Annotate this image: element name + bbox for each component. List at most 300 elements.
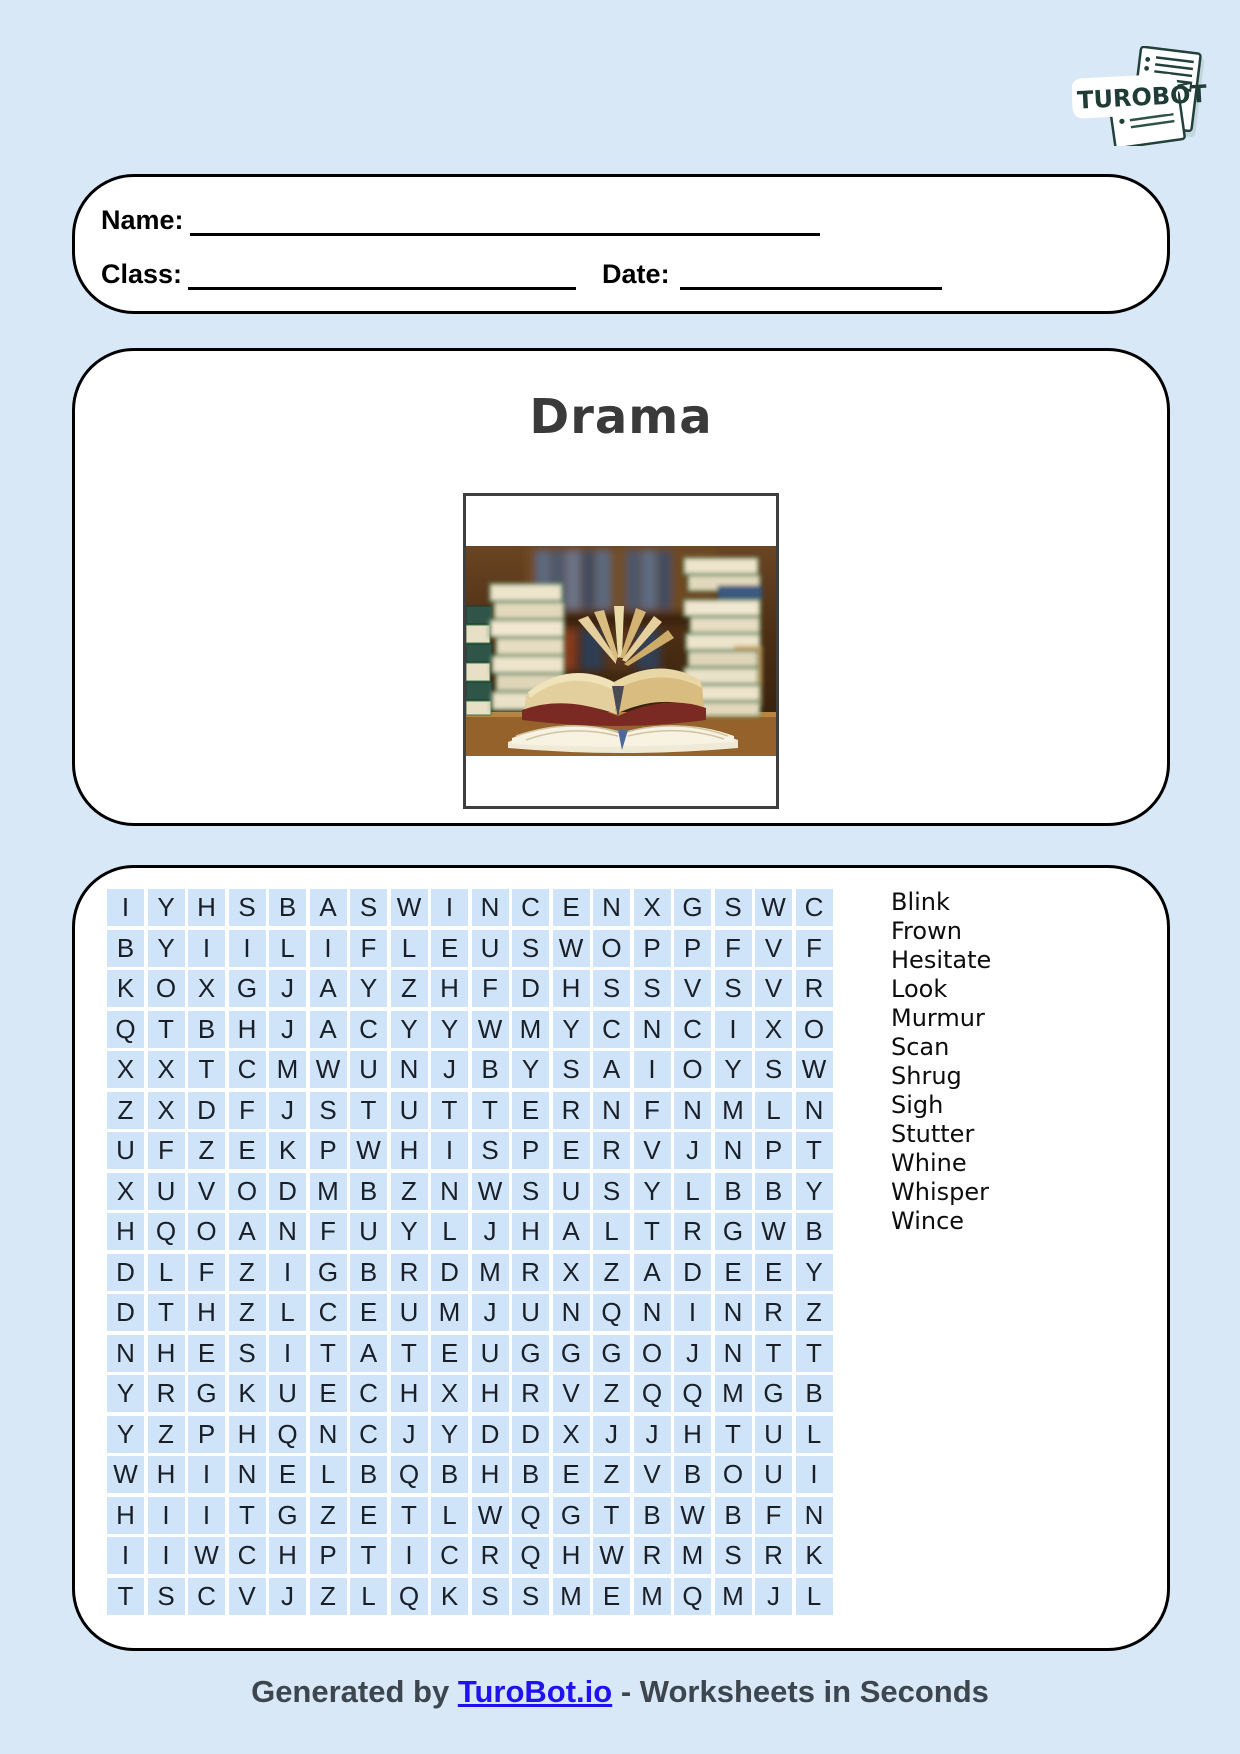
grid-cell: G: [593, 1335, 630, 1372]
date-input-line[interactable]: [680, 261, 942, 290]
class-label: Class:: [101, 259, 183, 289]
grid-cell: S: [148, 1578, 185, 1615]
grid-cell: N: [634, 1294, 671, 1331]
grid-cell: O: [674, 1051, 711, 1088]
grid-cell: B: [350, 1173, 387, 1210]
grid-cell: L: [391, 930, 428, 967]
grid-cell: K: [796, 1537, 833, 1574]
grid-cell: U: [755, 1456, 792, 1493]
grid-cell: I: [715, 1011, 752, 1048]
grid-cell: N: [634, 1011, 671, 1048]
grid-cell: B: [350, 1456, 387, 1493]
grid-cell: V: [188, 1173, 225, 1210]
grid-cell: A: [350, 1335, 387, 1372]
grid-cell: S: [350, 889, 387, 926]
grid-cell: R: [634, 1537, 671, 1574]
grid-cell: T: [350, 1537, 387, 1574]
grid-cell: X: [148, 1051, 185, 1088]
grid-cell: N: [269, 1213, 306, 1250]
grid-cell: R: [472, 1537, 509, 1574]
footer-suffix: - Worksheets in Seconds: [612, 1674, 989, 1709]
grid-cell: N: [715, 1335, 752, 1372]
grid-cell: J: [755, 1578, 792, 1615]
grid-cell: Z: [107, 1092, 144, 1129]
grid-cell: E: [755, 1254, 792, 1291]
grid-cell: A: [593, 1051, 630, 1088]
grid-cell: Z: [148, 1416, 185, 1453]
grid-cell: Q: [634, 1375, 671, 1412]
grid-cell: G: [715, 1213, 752, 1250]
grid-cell: U: [269, 1375, 306, 1412]
grid-cell: L: [269, 1294, 306, 1331]
grid-cell: X: [107, 1051, 144, 1088]
grid-cell: W: [472, 1497, 509, 1534]
grid-cell: F: [796, 930, 833, 967]
grid-cell: O: [796, 1011, 833, 1048]
footer-prefix: Generated by: [251, 1674, 458, 1709]
grid-cell: D: [431, 1254, 468, 1291]
grid-cell: N: [391, 1051, 428, 1088]
grid-cell: C: [188, 1578, 225, 1615]
grid-cell: H: [229, 1416, 266, 1453]
grid-cell: G: [310, 1254, 347, 1291]
grid-cell: F: [715, 930, 752, 967]
grid-cell: Z: [593, 1456, 630, 1493]
grid-cell: L: [350, 1578, 387, 1615]
grid-cell: W: [391, 889, 428, 926]
turobot-logo: [1072, 46, 1210, 146]
grid-cell: E: [188, 1335, 225, 1372]
grid-cell: T: [350, 1092, 387, 1129]
grid-cell: T: [796, 1132, 833, 1169]
grid-cell: E: [350, 1294, 387, 1331]
grid-cell: F: [148, 1132, 185, 1169]
grid-cell: X: [553, 1416, 590, 1453]
grid-cell: L: [431, 1213, 468, 1250]
grid-cell: W: [107, 1456, 144, 1493]
grid-cell: C: [593, 1011, 630, 1048]
grid-cell: N: [796, 1092, 833, 1129]
grid-cell: Y: [107, 1416, 144, 1453]
grid-cell: C: [431, 1537, 468, 1574]
grid-cell: H: [472, 1456, 509, 1493]
grid-cell: I: [431, 889, 468, 926]
grid-cell: C: [674, 1011, 711, 1048]
grid-cell: E: [553, 889, 590, 926]
grid-cell: B: [350, 1254, 387, 1291]
word-list-item: Stutter: [891, 1120, 975, 1148]
grid-cell: Y: [391, 1011, 428, 1048]
grid-cell: E: [553, 1132, 590, 1169]
grid-cell: B: [796, 1375, 833, 1412]
grid-cell: W: [755, 889, 792, 926]
grid-cell: E: [431, 930, 468, 967]
grid-cell: I: [229, 930, 266, 967]
grid-cell: W: [553, 930, 590, 967]
footer: [0, 1674, 1240, 1710]
word-list-item: Frown: [891, 917, 962, 945]
grid-cell: M: [310, 1173, 347, 1210]
grid-cell: Q: [107, 1011, 144, 1048]
grid-cell: E: [553, 1456, 590, 1493]
grid-cell: S: [715, 970, 752, 1007]
grid-cell: B: [512, 1456, 549, 1493]
grid-cell: H: [269, 1537, 306, 1574]
grid-cell: M: [472, 1254, 509, 1291]
puzzle-image-frame: [463, 493, 779, 809]
grid-cell: T: [391, 1497, 428, 1534]
grid-cell: M: [715, 1092, 752, 1129]
grid-cell: W: [310, 1051, 347, 1088]
grid-cell: A: [310, 889, 347, 926]
grid-cell: J: [634, 1416, 671, 1453]
grid-cell: O: [229, 1173, 266, 1210]
grid-cell: D: [107, 1294, 144, 1331]
grid-cell: V: [553, 1375, 590, 1412]
grid-cell: S: [229, 889, 266, 926]
grid-cell: S: [472, 1132, 509, 1169]
grid-cell: X: [148, 1092, 185, 1129]
worksheet-pages-icon: [1072, 46, 1210, 146]
grid-cell: O: [593, 930, 630, 967]
date-label: Date:: [602, 259, 670, 289]
grid-cell: Y: [148, 930, 185, 967]
grid-cell: P: [512, 1132, 549, 1169]
grid-cell: N: [674, 1092, 711, 1129]
grid-cell: W: [796, 1051, 833, 1088]
grid-cell: I: [796, 1456, 833, 1493]
grid-cell: J: [593, 1416, 630, 1453]
grid-cell: S: [512, 1173, 549, 1210]
word-list-item: Scan: [891, 1033, 950, 1061]
grid-cell: Y: [431, 1011, 468, 1048]
name-input-line[interactable]: [190, 207, 820, 236]
grid-cell: M: [269, 1051, 306, 1088]
grid-cell: F: [634, 1092, 671, 1129]
grid-cell: Q: [269, 1416, 306, 1453]
grid-cell: H: [188, 1294, 225, 1331]
grid-cell: O: [148, 970, 185, 1007]
word-list-item: Shrug: [891, 1062, 962, 1090]
grid-cell: S: [472, 1578, 509, 1615]
grid-cell: A: [310, 970, 347, 1007]
grid-cell: S: [755, 1051, 792, 1088]
grid-cell: G: [755, 1375, 792, 1412]
class-input-line[interactable]: [188, 261, 576, 290]
grid-cell: E: [350, 1497, 387, 1534]
grid-cell: J: [269, 1011, 306, 1048]
grid-cell: U: [391, 1092, 428, 1129]
grid-cell: A: [310, 1011, 347, 1048]
student-info-card: [72, 174, 1170, 314]
grid-cell: K: [431, 1578, 468, 1615]
grid-cell: T: [715, 1416, 752, 1453]
grid-cell: K: [229, 1375, 266, 1412]
grid-cell: J: [472, 1294, 509, 1331]
grid-cell: C: [350, 1011, 387, 1048]
grid-cell: N: [310, 1416, 347, 1453]
grid-cell: N: [715, 1132, 752, 1169]
class-date-field-row: [101, 259, 942, 290]
grid-cell: V: [755, 930, 792, 967]
grid-cell: M: [553, 1578, 590, 1615]
grid-cell: D: [107, 1254, 144, 1291]
grid-cell: G: [512, 1335, 549, 1372]
grid-cell: G: [269, 1497, 306, 1534]
grid-cell: U: [148, 1173, 185, 1210]
grid-cell: V: [674, 970, 711, 1007]
grid-cell: I: [188, 1456, 225, 1493]
grid-cell: P: [674, 930, 711, 967]
grid-cell: V: [634, 1456, 671, 1493]
grid-cell: C: [229, 1051, 266, 1088]
grid-cell: E: [593, 1578, 630, 1615]
grid-cell: N: [431, 1173, 468, 1210]
grid-cell: R: [674, 1213, 711, 1250]
grid-cell: W: [472, 1011, 509, 1048]
grid-cell: L: [796, 1416, 833, 1453]
grid-cell: L: [431, 1497, 468, 1534]
grid-cell: B: [674, 1456, 711, 1493]
grid-cell: S: [593, 970, 630, 1007]
grid-cell: H: [229, 1011, 266, 1048]
grid-cell: U: [472, 1335, 509, 1372]
grid-cell: B: [796, 1213, 833, 1250]
grid-cell: Y: [107, 1375, 144, 1412]
grid-cell: T: [188, 1051, 225, 1088]
grid-cell: N: [229, 1456, 266, 1493]
grid-cell: M: [634, 1578, 671, 1615]
grid-cell: S: [553, 1051, 590, 1088]
grid-cell: H: [188, 889, 225, 926]
grid-cell: Z: [593, 1254, 630, 1291]
grid-cell: C: [350, 1416, 387, 1453]
grid-cell: Z: [229, 1254, 266, 1291]
grid-cell: S: [634, 970, 671, 1007]
grid-cell: I: [148, 1497, 185, 1534]
word-list-item: Murmur: [891, 1004, 985, 1032]
grid-cell: G: [188, 1375, 225, 1412]
grid-cell: R: [148, 1375, 185, 1412]
grid-cell: D: [188, 1092, 225, 1129]
grid-cell: Y: [553, 1011, 590, 1048]
grid-cell: Z: [593, 1375, 630, 1412]
grid-cell: H: [553, 1537, 590, 1574]
grid-cell: G: [553, 1335, 590, 1372]
grid-cell: C: [350, 1375, 387, 1412]
turobot-link[interactable]: TuroBot.io: [457, 1674, 613, 1709]
grid-cell: X: [188, 970, 225, 1007]
grid-cell: G: [229, 970, 266, 1007]
grid-cell: S: [512, 930, 549, 967]
grid-cell: M: [715, 1578, 752, 1615]
grid-cell: J: [431, 1051, 468, 1088]
grid-cell: U: [512, 1294, 549, 1331]
grid-cell: H: [391, 1132, 428, 1169]
grid-cell: X: [553, 1254, 590, 1291]
grid-cell: U: [350, 1213, 387, 1250]
grid-cell: B: [188, 1011, 225, 1048]
grid-cell: I: [107, 1537, 144, 1574]
grid-cell: H: [512, 1213, 549, 1250]
grid-cell: F: [472, 970, 509, 1007]
grid-cell: W: [674, 1497, 711, 1534]
grid-cell: C: [310, 1294, 347, 1331]
grid-cell: I: [391, 1537, 428, 1574]
grid-cell: B: [269, 889, 306, 926]
grid-cell: G: [674, 889, 711, 926]
grid-cell: E: [431, 1335, 468, 1372]
grid-cell: D: [512, 970, 549, 1007]
grid-cell: I: [107, 889, 144, 926]
grid-cell: H: [107, 1497, 144, 1534]
grid-cell: Q: [512, 1537, 549, 1574]
word-list-item: Sigh: [891, 1091, 944, 1119]
grid-cell: X: [755, 1011, 792, 1048]
grid-cell: T: [107, 1578, 144, 1615]
grid-cell: P: [310, 1537, 347, 1574]
grid-cell: L: [310, 1456, 347, 1493]
grid-cell: J: [391, 1416, 428, 1453]
grid-cell: V: [634, 1132, 671, 1169]
grid-cell: E: [310, 1375, 347, 1412]
grid-cell: M: [431, 1294, 468, 1331]
grid-cell: D: [512, 1416, 549, 1453]
grid-cell: T: [310, 1335, 347, 1372]
grid-cell: L: [674, 1173, 711, 1210]
grid-cell: F: [755, 1497, 792, 1534]
grid-cell: O: [634, 1335, 671, 1372]
grid-cell: I: [674, 1294, 711, 1331]
books-photo: [466, 546, 776, 756]
grid-cell: Q: [674, 1375, 711, 1412]
grid-cell: T: [796, 1335, 833, 1372]
grid-cell: U: [391, 1294, 428, 1331]
grid-cell: D: [674, 1254, 711, 1291]
grid-cell: Z: [188, 1132, 225, 1169]
grid-cell: E: [269, 1456, 306, 1493]
grid-cell: E: [512, 1092, 549, 1129]
grid-cell: Q: [391, 1456, 428, 1493]
grid-cell: X: [107, 1173, 144, 1210]
grid-cell: C: [512, 889, 549, 926]
grid-cell: R: [755, 1294, 792, 1331]
word-list-item: Whisper: [891, 1178, 989, 1206]
grid-cell: I: [188, 1497, 225, 1534]
word-list: [891, 888, 991, 1236]
word-list-item: Wince: [891, 1207, 965, 1235]
grid-cell: T: [472, 1092, 509, 1129]
grid-cell: O: [715, 1456, 752, 1493]
grid-cell: G: [553, 1497, 590, 1534]
grid-cell: T: [755, 1335, 792, 1372]
grid-cell: M: [512, 1011, 549, 1048]
grid-cell: Q: [593, 1294, 630, 1331]
grid-cell: W: [755, 1213, 792, 1250]
grid-cell: I: [188, 930, 225, 967]
grid-cell: J: [472, 1213, 509, 1250]
grid-cell: W: [472, 1173, 509, 1210]
grid-cell: A: [634, 1254, 671, 1291]
grid-cell: F: [188, 1254, 225, 1291]
grid-cell: R: [796, 970, 833, 1007]
grid-cell: F: [350, 930, 387, 967]
grid-cell: Z: [796, 1294, 833, 1331]
grid-cell: Y: [512, 1051, 549, 1088]
grid-cell: R: [391, 1254, 428, 1291]
grid-cell: B: [107, 930, 144, 967]
grid-cell: Q: [391, 1578, 428, 1615]
grid-cell: H: [431, 970, 468, 1007]
grid-cell: W: [188, 1537, 225, 1574]
grid-cell: B: [431, 1456, 468, 1493]
grid-cell: H: [148, 1335, 185, 1372]
grid-cell: R: [755, 1537, 792, 1574]
grid-cell: N: [715, 1294, 752, 1331]
grid-cell: T: [148, 1294, 185, 1331]
grid-cell: K: [269, 1132, 306, 1169]
grid-cell: K: [107, 970, 144, 1007]
grid-cell: H: [391, 1375, 428, 1412]
grid-cell: H: [553, 970, 590, 1007]
grid-cell: I: [269, 1254, 306, 1291]
grid-cell: Y: [431, 1416, 468, 1453]
grid-cell: L: [148, 1254, 185, 1291]
grid-cell: X: [634, 889, 671, 926]
grid-cell: I: [269, 1335, 306, 1372]
grid-cell: Y: [391, 1213, 428, 1250]
grid-cell: S: [715, 1537, 752, 1574]
grid-cell: H: [107, 1213, 144, 1250]
puzzle-title: Drama: [529, 389, 713, 445]
grid-cell: Y: [796, 1254, 833, 1291]
grid-cell: N: [593, 889, 630, 926]
grid-cell: S: [593, 1173, 630, 1210]
grid-cell: M: [674, 1537, 711, 1574]
grid-cell: N: [107, 1335, 144, 1372]
grid-cell: N: [472, 889, 509, 926]
grid-cell: H: [674, 1416, 711, 1453]
grid-cell: J: [674, 1132, 711, 1169]
grid-cell: R: [512, 1254, 549, 1291]
grid-cell: Q: [512, 1497, 549, 1534]
grid-cell: J: [674, 1335, 711, 1372]
grid-cell: Z: [310, 1578, 347, 1615]
grid-cell: J: [269, 970, 306, 1007]
grid-cell: A: [553, 1213, 590, 1250]
grid-cell: Y: [634, 1173, 671, 1210]
word-list-item: Whine: [891, 1149, 967, 1177]
grid-cell: T: [391, 1335, 428, 1372]
grid-cell: S: [512, 1578, 549, 1615]
grid-cell: Y: [148, 889, 185, 926]
grid-cell: Z: [229, 1294, 266, 1331]
grid-cell: H: [148, 1456, 185, 1493]
grid-cell: D: [472, 1416, 509, 1453]
grid-cell: B: [472, 1051, 509, 1088]
grid-cell: Y: [350, 970, 387, 1007]
grid-cell: I: [431, 1132, 468, 1169]
grid-cell: T: [431, 1092, 468, 1129]
grid-cell: U: [472, 930, 509, 967]
grid-cell: A: [229, 1213, 266, 1250]
grid-cell: Z: [391, 970, 428, 1007]
grid-cell: F: [229, 1092, 266, 1129]
grid-cell: Z: [310, 1497, 347, 1534]
grid-cell: E: [229, 1132, 266, 1169]
grid-cell: T: [634, 1213, 671, 1250]
grid-cell: L: [755, 1092, 792, 1129]
